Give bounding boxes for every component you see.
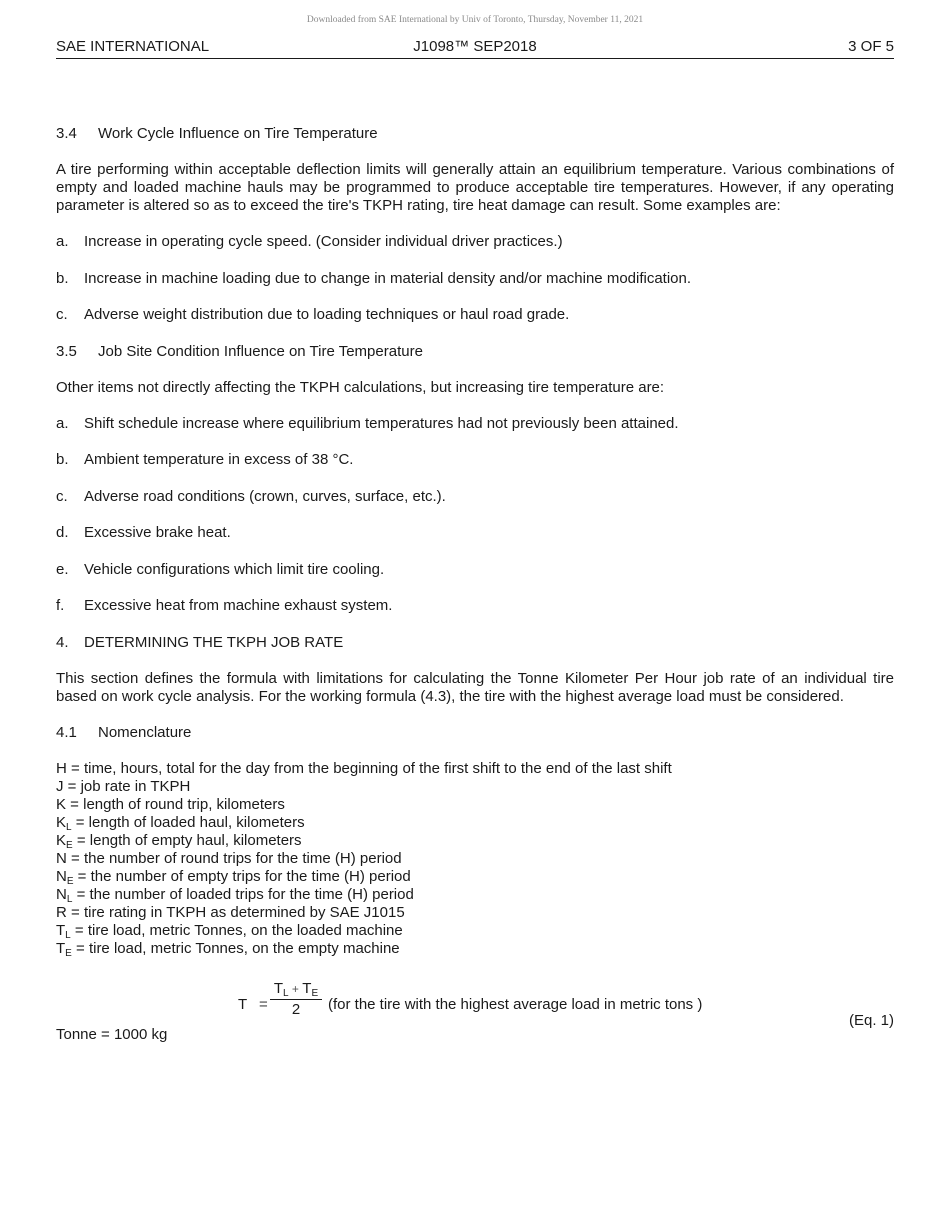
symbol-subscript: L [66,821,72,833]
numerator-term: T [273,979,284,997]
list-letter: b. [56,269,69,287]
section-title: Work Cycle Influence on Tire Temperature [98,125,378,142]
list-item [56,561,894,579]
equation-fraction [270,980,322,1019]
fraction-bar [270,999,322,1000]
definition: = length of round trip, kilometers [66,795,285,813]
list-text: Increase in machine loading due to change in material density and/or machine modification. [84,269,692,287]
definition: = tire rating in TKPH as determined by SAE J1015 [66,903,405,921]
symbol-subscript: L [65,929,71,941]
plus-sign: + [288,981,303,996]
list-text: Excessive heat from machine exhaust system. [84,597,393,614]
fraction-denominator: 2 [291,1000,301,1018]
symbol: K [56,831,67,849]
nomenclature-line [56,796,894,814]
definition: = the number of round trips for the time (H) period [66,849,402,867]
symbol-subscript: E [65,947,72,959]
section-number: 4. [56,633,69,651]
list-letter: a. [56,233,69,250]
definition: = length of empty haul, kilometers [72,831,302,849]
definition: = the number of loaded trips for the time (H) period [72,885,414,903]
list-letter: e. [56,560,69,578]
list-letter: c. [56,487,68,505]
list-letter: a. [56,414,69,432]
nomenclature-list [56,760,894,958]
list-item [56,524,894,542]
nomenclature-line [56,904,894,922]
definition: = tire load, metric Tonnes, on the empty machine [71,939,400,957]
list-3-5 [56,415,894,616]
symbol-subscript: L [66,893,73,905]
equals-sign: = [259,995,268,1013]
definition: = the number of empty trips for the time (H) period [73,867,411,885]
section-title: Nomenclature [98,723,192,741]
list-letter: b. [56,451,69,468]
list-text: Shift schedule increase where equilibrium temperatures had not previously been attained. [84,414,679,432]
list-letter: f. [56,597,65,614]
section-number: 4.1 [56,723,77,741]
equation-1 [56,976,894,1029]
section-number: 3.5 [56,342,77,360]
nomenclature-line [56,760,894,778]
symbol: H [56,759,67,777]
page-header [56,38,894,59]
symbol: R [56,903,67,921]
nomenclature-line [56,850,894,868]
nomenclature-line [56,922,894,940]
list-text: Vehicle configurations which limit tire cooling. [84,560,385,578]
header-page-number: 3 OF 5 [848,38,894,55]
paragraph-3-4: A tire performing within acceptable deflection limits will generally attain an equilibrium temperature. Various combinations of empty and loaded machine hauls may be programmed to produce acceptable tire temperatures. However, if any operating parameter is altered so as to exceed the tire's TKPH rating, tire heat damage can result. Some examples are: [56,161,894,214]
symbol: N [56,885,67,903]
nomenclature-line [56,814,894,832]
section-title: Job Site Condition Influence on Tire Temperature [98,342,423,360]
section-heading-4 [56,634,894,652]
numerator-subscript: E [311,987,319,999]
list-3-4 [56,233,894,324]
definition: = tire load, metric Tonnes, on the loaded machine [70,921,403,939]
header-doc-id: J1098™ SEP2018 [413,38,537,55]
section-heading-3-4 [56,125,894,143]
paragraph-3-5: Other items not directly affecting the TKPH calculations, but increasing tire temperature are: [56,378,665,396]
list-letter: c. [56,306,68,323]
nomenclature-line [56,940,894,958]
list-item [56,415,894,433]
paragraph-4: This section defines the formula with limitations for calculating the Tonne Kilometer Per Hour job rate of an individual tire based on work cycle analysis. For the working formula (4.3), the tire with the highest average load must be considered. [56,669,894,705]
fraction-numerator [270,980,322,998]
nomenclature-line [56,778,894,796]
header-org: SAE INTERNATIONAL [56,38,210,55]
definition: = length of loaded haul, kilometers [71,813,305,831]
section-number: 3.4 [56,125,77,142]
symbol: N [56,867,67,885]
list-text: Ambient temperature in excess of 38 °C. [84,451,354,468]
symbol: K [56,813,67,831]
symbol-subscript: E [66,875,74,887]
list-item [56,233,894,251]
list-text: Excessive brake heat. [84,524,231,541]
numerator-term: T [302,979,312,997]
list-text: Adverse road conditions (crown, curves, surface, etc.). [84,487,446,505]
section-heading-3-5 [56,343,894,361]
equation-label: (Eq. 1) [848,1011,894,1029]
symbol: N [56,849,67,867]
section-heading-4-1 [56,724,894,742]
equation-lhs: T [238,995,248,1013]
nomenclature-line [56,868,894,886]
list-item [56,488,894,506]
symbol-subscript: E [66,839,73,851]
list-item [56,306,894,324]
list-item [56,270,894,288]
definition: = time, hours, total for the day from the beginning of the first shift to the end of the last shift [66,759,672,777]
list-item [56,597,894,615]
tonne-definition: Tonne = 1000 kg [56,1025,168,1043]
symbol: K [56,795,67,813]
symbol: T [56,939,66,957]
list-text: Adverse weight distribution due to loading techniques or haul road grade. [84,306,570,323]
definition: = job rate in TKPH [63,777,191,795]
equation-condition: (for the tire with the highest average load in metric tons ) [328,995,703,1013]
nomenclature-line [56,886,894,904]
nomenclature-line [56,832,894,850]
symbol: T [56,921,66,939]
download-watermark: Downloaded from SAE International by Univ of Toronto, Thursday, November 11, 2021 [306,15,644,25]
document-body [56,125,894,1044]
numerator-subscript: L [283,987,289,999]
list-item [56,451,894,469]
section-title: DETERMINING THE TKPH JOB RATE [84,633,344,651]
list-letter: d. [56,524,69,541]
list-text: Increase in operating cycle speed. (Consider individual driver practices.) [84,233,563,250]
symbol: J [56,777,64,795]
